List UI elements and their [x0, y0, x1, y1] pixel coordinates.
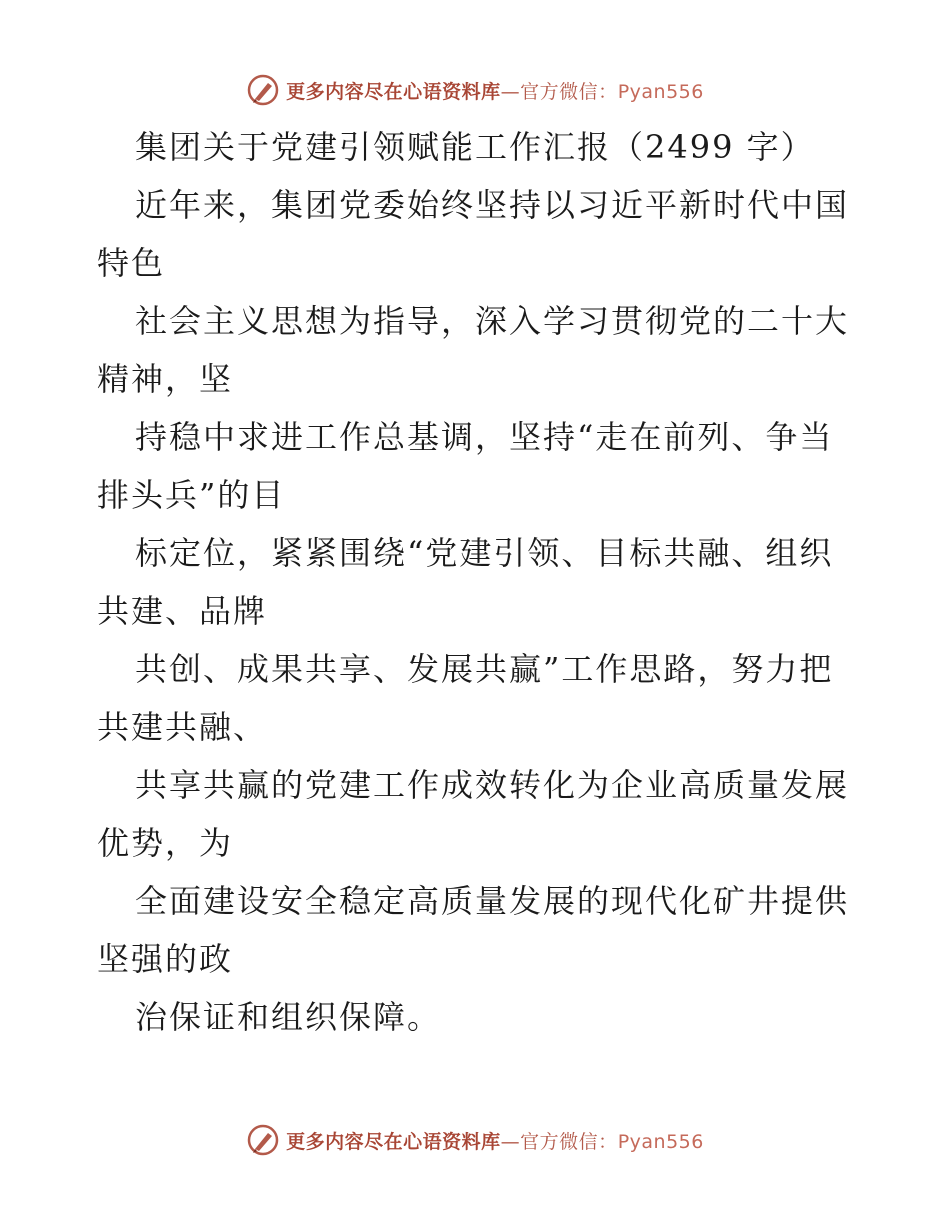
paragraph-line: 共建、品牌 [97, 592, 268, 630]
watermark-banner-bottom [0, 1120, 950, 1160]
watermark-main: 更多内容尽在心语资料库 [286, 80, 501, 103]
paragraph-line: 优势，为 [97, 824, 234, 862]
quill-pen-logo-icon [246, 73, 280, 107]
watermark-label: 官方微信： [520, 80, 618, 103]
paragraph-line: 持稳中求进工作总基调，坚持“走在前列、争当 [135, 418, 834, 456]
paragraph-line: 标定位，紧紧围绕“党建引领、目标共融、组织 [135, 534, 834, 572]
paragraph-line: 共创、成果共享、发展共赢”工作思路，努力把 [135, 650, 834, 688]
paragraph-line: 精神，坚 [97, 360, 234, 398]
watermark-text [286, 1127, 704, 1154]
paragraph-line: 共建共融、 [97, 708, 268, 746]
paragraph-line: 排头兵”的目 [97, 476, 286, 514]
watermark-handle: Pyan556 [617, 80, 704, 103]
watermark-label: 官方微信： [520, 1130, 618, 1153]
watermark-banner-top [0, 70, 950, 110]
quill-pen-logo-icon [246, 1123, 280, 1157]
paragraph-line: 坚强的政 [97, 940, 234, 978]
paragraph-line: 近年来，集团党委始终坚持以习近平新时代中国 [135, 186, 850, 224]
document-body [97, 118, 857, 1046]
watermark-dash: — [500, 1130, 521, 1153]
document-title: 集团关于党建引领赋能工作汇报（2499 字） [135, 128, 815, 166]
paragraph-line: 全面建设安全稳定高质量发展的现代化矿井提供 [135, 882, 850, 920]
paragraph-line: 治保证和组织保障。 [135, 998, 442, 1036]
watermark-dash: — [500, 80, 521, 103]
watermark-main: 更多内容尽在心语资料库 [286, 1130, 501, 1153]
watermark-handle: Pyan556 [617, 1130, 704, 1153]
paragraph-line: 特色 [97, 244, 166, 282]
watermark-text [286, 77, 704, 104]
paragraph-line: 社会主义思想为指导，深入学习贯彻党的二十大 [135, 302, 850, 340]
paragraph-line: 共享共赢的党建工作成效转化为企业高质量发展 [135, 766, 850, 804]
